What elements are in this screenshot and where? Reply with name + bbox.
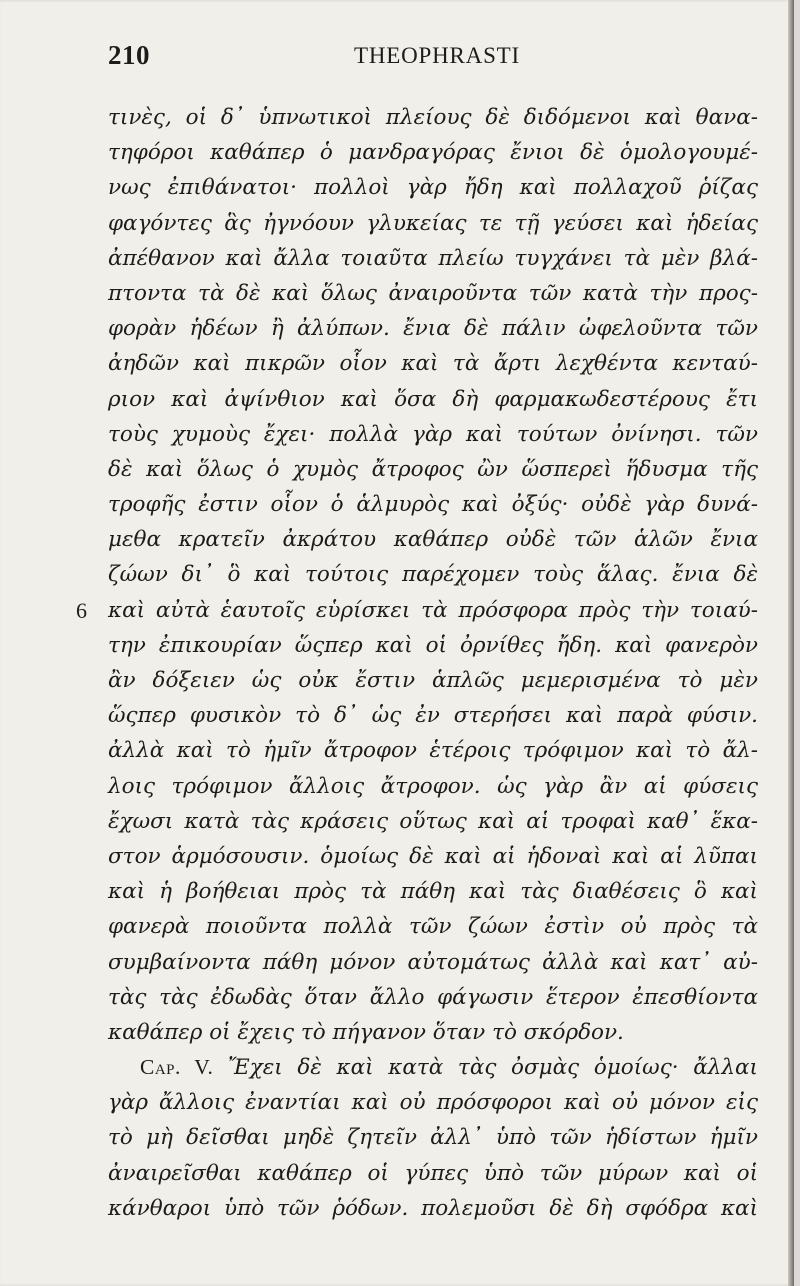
text-line: ἀλλὰ καὶ τὸ ἡμῖν ἄτροφον ἑτέροις τρόφιμον καὶ τὸ ἄλ- (108, 738, 758, 764)
text-line: φαγόντες ἃς ἠγνόουν γλυκείας τε τῇ γεύσει καὶ ἡδείας (108, 210, 758, 236)
margin-line-number: 6 (76, 598, 87, 623)
page-number: 210 (108, 40, 150, 70)
text-line: ἔχωσι κατὰ τὰς κράσεις οὕτως καὶ αἱ τροφαὶ καθ᾽ ἕκα- (108, 808, 758, 834)
text-line: καὶ ἡ βοήθειαι πρὸς τὰ πάθη καὶ τὰς διαθέσεις ὃ καὶ (108, 879, 758, 905)
text-line: νως ἐπιθάνατοι· πολλοὶ γὰρ ἤδη καὶ πολλαχοῦ ῥίζας (108, 175, 758, 201)
text-line: τηφόροι καθάπερ ὁ μανδραγόρας ἔνιοι δὲ ὁμολογουμέ- (108, 140, 758, 166)
text-line: ἀναιρεῖσθαι καθάπερ οἱ γύπες ὑπὸ τῶν μύρων καὶ οἱ (108, 1160, 758, 1186)
text-line: τοὺς χυμοὺς ἔχει· πολλὰ γὰρ καὶ τούτων ὀνίνησι. τῶν (108, 421, 758, 447)
text-line: φανερὰ ποιοῦντα πολλὰ τῶν ζώων ἐστὶν οὐ πρὸς τὰ (108, 914, 758, 940)
text-line: ἂν δόξειεν ὡς οὐκ ἔστιν ἁπλῶς μεμερισμένα τὸ μὲν (108, 668, 758, 693)
text-line: ἀπέθανον καὶ ἄλλα τοιαῦτα πλείω τυγχάνει τὰ μὲν βλά- (108, 245, 758, 271)
text-line: φορὰν ἡδέων ἢ ἀλύπων. ἔνια δὲ πάλιν ὠφελοῦντα τῶν (108, 316, 758, 342)
text-line: ὥςπερ φυσικὸν τὸ δ᾽ ὡς ἐν στερήσει καὶ παρὰ φύσιν. (108, 703, 758, 729)
text-line: τινὲς, οἱ δ᾽ ὑπνωτικοὶ πλείους δὲ διδόμενοι καὶ θανα- (108, 105, 758, 130)
text-line: καὶ αὐτὰ ἑαυτοῖς εὑρίσκει τὰ πρόσφορα πρὸς τὴν τοιαύ- (108, 597, 758, 623)
text-line: στον ἁρμόσουσιν. ὁμοίως δὲ καὶ αἱ ἡδοναὶ καὶ αἱ λῦπαι (108, 843, 758, 869)
text-line: ἀηδῶν καὶ πικρῶν οἷον καὶ τὰ ἄρτι λεχθέντα κενταύ- (108, 351, 758, 377)
chapter-label: Cap. V. (140, 1055, 214, 1080)
text-line: μεθα κρατεῖν ἀκράτου καθάπερ οὐδὲ τῶν ἁλῶν ἔνια (108, 527, 758, 553)
text-line: πτοντα τὰ δὲ καὶ ὅλως ἀναιροῦντα τῶν κατὰ τὴν προς- (108, 280, 758, 306)
text-line: συμβαίνοντα πάθη μόνον αὐτομάτως ἀλλὰ καὶ κατ᾽ αὐ- (108, 949, 758, 975)
page-edge (788, 0, 794, 1286)
text-line: κάνθαροι ὑπὸ τῶν ῥόδων. πολεμοῦσι δὲ δὴ σφόδρα καὶ (108, 1195, 758, 1221)
chapter-line-text: Ἔχει δὲ καὶ κατὰ τὰς ὀσμὰς ὁμοίως· ἄλλαι (228, 1055, 758, 1081)
page-header (108, 40, 758, 80)
text-line: ζώων δι᾽ ὃ καὶ τούτοις παρέχομεν τοὺς ἅλας. ἔνια δὲ (108, 562, 758, 588)
text-line: δὲ καὶ ὅλως ὁ χυμὸς ἄτροφος ὢν ὥσπερεὶ ἥδυσμα τῆς (108, 456, 758, 482)
text-line: τροφῆς ἐστιν οἷον ὁ ἁλμυρὸς καὶ ὀξύς· οὐδὲ γὰρ δυνά- (108, 492, 758, 518)
running-head: THEOPHRASTI (354, 43, 520, 68)
text-line: την ἐπικουρίαν ὥςπερ καὶ οἱ ὀρνίθες ἤδη. καὶ φανερὸν (108, 632, 758, 658)
chapter-first-line (108, 1050, 758, 1085)
text-line: τὸ μὴ δεῖσθαι μηδὲ ζητεῖν ἀλλ᾽ ὑπὸ τῶν ἡδίστων ἡμῖν (108, 1125, 758, 1151)
text-line: καθάπερ οἱ ἔχεις τὸ πήγανον ὅταν τὸ σκόρδον. (108, 1019, 624, 1045)
text-line: λοις τρόφιμον ἄλλοις ἄτροφον. ὡς γὰρ ἂν αἱ φύσεις (108, 773, 758, 799)
text-line: ριον καὶ ἀψίνθιον καὶ ὅσα δὴ φαρμακωδεστέρους ἔτι (108, 386, 758, 412)
text-line: τὰς τὰς ἐδωδὰς ὅταν ἄλλο φάγωσιν ἕτερον ἐπεσθίοντα (108, 984, 758, 1010)
main-text (108, 100, 758, 1226)
text-line: γὰρ ἄλλοις ἐναντίαι καὶ οὐ πρόσφοροι καὶ οὐ μόνον εἰς (108, 1090, 758, 1116)
